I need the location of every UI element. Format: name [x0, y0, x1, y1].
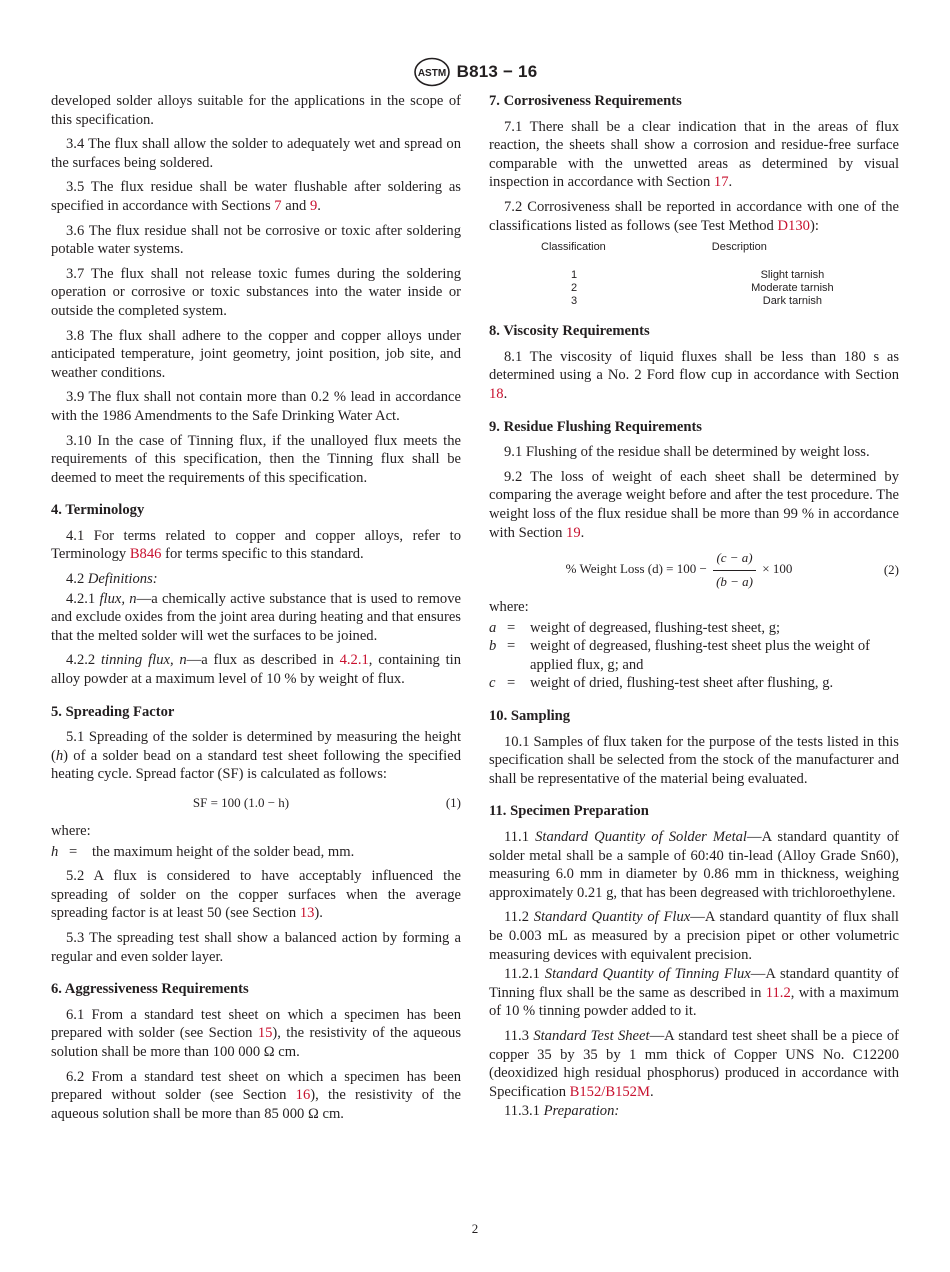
paragraph-3-10: 3.10 In the case of Tinning flux, if the unalloyed flux meets the requirements of this specification, then the Tinning flux shall be deemed to meet the requirements of this specification. — [51, 432, 461, 486]
section-7-heading: 7. Corrosiveness Requirements — [489, 93, 682, 109]
section-8-heading: 8. Viscosity Requirements — [489, 323, 650, 340]
paragraph-11-2-1: 11.2.1 Standard Quantity of Tinning Flux—A standard quantity of Tinning flux shall be the same as described in 11.2, with a maximum of 10 % tinning powder added to it. — [489, 966, 900, 1020]
page-number: 2 — [471, 1221, 479, 1236]
table-row: 3 Dark tarnish — [571, 295, 823, 308]
section-4-heading: 4. Terminology — [51, 502, 145, 519]
equation-1 — [51, 792, 461, 814]
section-6-heading: 6. Aggressiveness Requirements — [51, 981, 249, 998]
where-label-2: where: — [489, 599, 529, 616]
equation-1-number: (1) — [445, 794, 461, 810]
paragraph-8-1: 8.1 The viscosity of liquid fluxes shall be less than 180 s as determined using a No. 2 Ford flow cup in accordance with Section 18. — [489, 348, 899, 402]
paragraph-7-2: 7.2 Corrosiveness shall be reported in accordance with one of the classifications listed as follows (see Test Method D130): — [489, 198, 899, 234]
paragraph-6-2: 6.2 From a standard test sheet on which a specimen has been prepared without solder (see Section 16), the resistivity of the aqueous solution shall be more than 85 000 Ω cm. — [51, 1068, 462, 1122]
equation-1-expression: SF = 100 (1.0 − h) — [192, 794, 290, 810]
section-10-heading: 10. Sampling — [489, 708, 571, 725]
paragraph-3-9: 3.9 The flux shall not contain more than 0.2 % lead in accordance with the 1986 Amendments to the Safe Drinking Water Act. — [51, 389, 461, 424]
section-7-link[interactable]: 7 — [274, 197, 282, 214]
paragraph-3-8: 3.8 The flux shall adhere to the copper and copper alloys under anticipated temperature, joint geometry, joint position, job site, and weather conditions. — [51, 327, 461, 381]
b846-link[interactable]: B846 — [129, 546, 162, 563]
section-16-link[interactable]: 16 — [295, 1087, 311, 1104]
table-header-description: Description — [711, 241, 767, 254]
paragraph-3-4: 3.4 The flux shall allow the solder to adequately wet and spread on the surfaces being soldered. — [51, 136, 461, 171]
equation-2-number: (2) — [883, 561, 899, 577]
section-18-link[interactable]: 18 — [489, 385, 504, 402]
paragraph-3-7: 3.7 The flux shall not release toxic fumes during the soldering operation or corrosive or toxic substances into the water inside or outside the completed system. — [51, 265, 461, 319]
paragraph-7-1: 7.1 There shall be a clear indication that in the areas of flux reaction, the sheets shall show a corrosion and residue-free surface comparable with the unwetted areas as determined by visual inspection in accordance with Section 17. — [489, 118, 899, 191]
section-15-link[interactable]: 15 — [257, 1025, 273, 1042]
variable-b: b = weight of degreased, flushing-test sheet plus the weight of applied flux, g; and — [489, 638, 871, 673]
paragraph-5-1: 5.1 Spreading of the solder is determined by measuring the height (h) of a solder bead on a standard test sheet following the specified heating cycle. Spread factor (SF) is calculated as follows: — [51, 729, 461, 783]
ref-4-2-1-link[interactable]: 4.2.1 — [339, 652, 369, 669]
table-header-classification: Classification — [541, 241, 606, 254]
where-label-1: where: — [51, 823, 91, 839]
left-column — [51, 92, 461, 1129]
d130-link[interactable]: D130 — [777, 217, 810, 234]
section-17-link[interactable]: 17 — [713, 174, 729, 191]
section-5-heading: 5. Spreading Factor — [51, 703, 175, 720]
paragraph-10-1: 10.1 Samples of flux taken for the purpose of the tests listed in this specification shall be selected from the stock of the manufacturer and shall be representative of the material being evaluated. — [489, 733, 899, 787]
ref-11-2-link[interactable]: 11.2 — [765, 984, 791, 1001]
logo-text: ASTM — [417, 68, 446, 79]
classification-table — [489, 241, 899, 308]
astm-logo-icon — [413, 57, 451, 87]
section-11-heading: 11. Specimen Preparation — [489, 803, 649, 820]
paragraph-11-3: 11.3 Standard Test Sheet—A standard test sheet shall be a piece of copper 35 by 35 by 1 mm thick of Copper UNS No. C12200 (deoxidized high residual phosphorus) produced in accordance with Specification B152/B152M. — [489, 1027, 899, 1100]
equation-2-expression: % Weight Loss (d) = 100 − $\frac{(c - a)}{(b - a)}$ × 100 — [489, 549, 869, 591]
section-9-heading: 9. Residue Flushing Requirements — [489, 418, 702, 435]
equation-2-fraction: $\frac{(c - a)}{(b - a)}$ — [713, 549, 756, 591]
right-column — [489, 92, 899, 1127]
b152-link[interactable]: B152/B152M — [569, 1083, 650, 1100]
paragraph-6-1: 6.1 From a standard test sheet on which a specimen has been prepared with solder (see Section 15), the resistivity of the aqueous solution shall be more than 100 000 Ω cm. — [51, 1006, 461, 1060]
paragraph-3-5: 3.5 The flux residue shall be water flushable after soldering as specified in accordance with Sections 7 and 9. — [51, 179, 461, 214]
paragraph-3-3-cont: developed solder alloys suitable for the applications in the scope of this specification. — [51, 93, 461, 128]
section-13-link[interactable]: 13 — [299, 905, 315, 922]
variable-c: c = weight of dried, flushing-test sheet after flushing, g. — [489, 675, 834, 692]
paragraph-11-3-1: 11.3.1 Preparation: — [504, 1103, 620, 1120]
section-9-link[interactable]: 9 — [309, 197, 318, 214]
paragraph-5-2: 5.2 A flux is considered to have acceptably influenced the spreading of solder on the copper surfaces when the average spreading factor is at least 50 (see Section 13). — [51, 868, 461, 922]
paragraph-4-2-1: 4.2.1 flux, n—a chemically active substance that is used to remove and exclude oxides from the joint area during heating and that ensures that the melted solder will wet the surfaces to be joined. — [51, 590, 461, 644]
table-row: 2 Moderate tarnish — [571, 282, 834, 295]
paragraph-4-2: 4.2 Definitions: — [66, 571, 158, 588]
section-19-link[interactable]: 19 — [566, 524, 581, 541]
paragraph-4-2-2: 4.2.2 tinning flux, n—a flux as described in 4.2.1, containing tin alloy powder at a maximum level of 10 % by weight of flux. — [51, 652, 461, 688]
page-header — [0, 57, 950, 87]
paragraph-4-1: 4.1 For terms related to copper and copper alloys, refer to Terminology B846 for terms specific to this standard. — [51, 527, 461, 563]
paragraph-9-2: 9.2 The loss of weight of each sheet shall be determined by comparing the average weight before and after the test procedure. The weight loss of the flux residue shall be more than 99 % in accordance with Section 19. — [489, 468, 899, 541]
paragraph-11-2: 11.2 Standard Quantity of Flux—A standard quantity of flux shall be 0.003 mL as measured by a precision pipet or other volumetric measuring devices with equivalent precision. — [489, 909, 899, 963]
document-id: B813 − 16 — [456, 62, 538, 81]
table-row: 1 Slight tarnish — [571, 269, 825, 282]
paragraph-11-1: 11.1 Standard Quantity of Solder Metal—A standard quantity of solder metal shall be a sample of 60:40 tin-lead (Alloy Grade Sn60), measuring 6.0 mm in diameter by 0.86 mm in thickness, weighing approximately 0.21 g, that has been degreased with trichloroethylene. — [489, 829, 899, 901]
variable-a: a = weight of degreased, flushing-test sheet, g; — [489, 619, 781, 636]
paragraph-5-3: 5.3 The spreading test shall show a balanced action by forming a regular and even solder layer. — [51, 929, 461, 965]
variable-h: h = the maximum height of the solder bead, mm. — [51, 843, 355, 860]
paragraph-3-6: 3.6 The flux residue shall not be corrosive or toxic after soldering potable water systems. — [51, 222, 461, 258]
paragraph-9-1: 9.1 Flushing of the residue shall be determined by weight loss. — [504, 444, 870, 461]
equation-2 — [489, 550, 899, 590]
